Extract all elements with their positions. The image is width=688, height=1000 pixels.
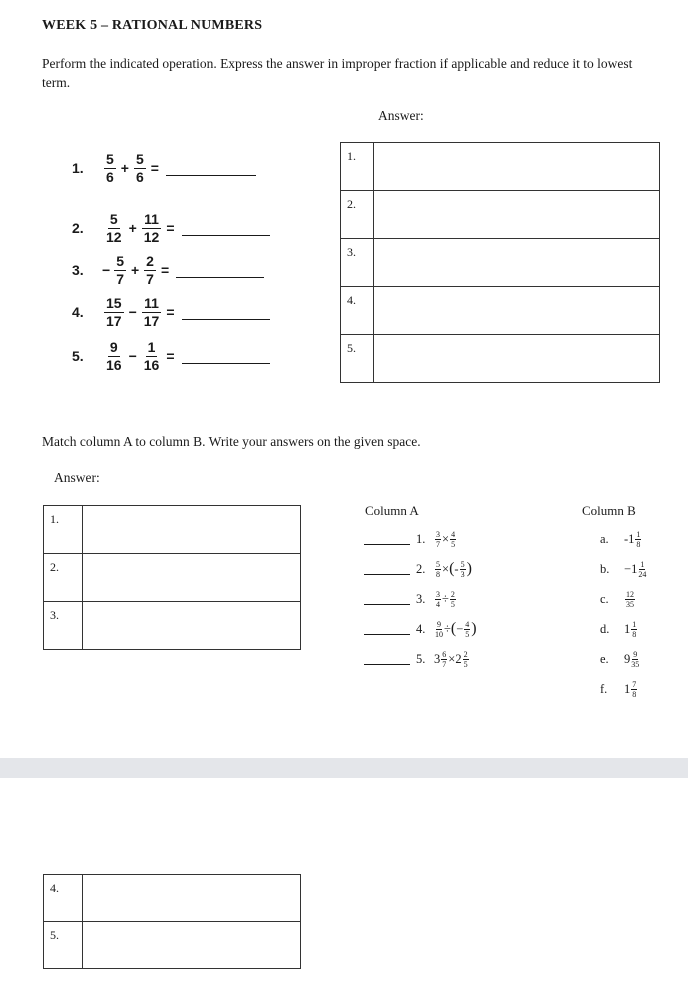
item-number: 4. [416, 621, 426, 636]
fraction-a [104, 151, 116, 186]
numerator: 7 [632, 679, 637, 689]
problem-list [72, 146, 270, 378]
problem-5 [72, 334, 270, 378]
numerator: 1 [640, 559, 645, 569]
fraction [450, 590, 456, 609]
problem-number: 5. [72, 348, 84, 364]
numerator: 4 [451, 529, 456, 539]
numerator: 11 [144, 294, 159, 311]
column-b [600, 524, 647, 704]
problem-3 [72, 250, 270, 290]
fraction-a [114, 253, 126, 288]
denominator: 7 [146, 270, 154, 287]
denominator: 35 [626, 599, 634, 609]
fraction [625, 590, 635, 609]
item-letter: d. [600, 621, 610, 636]
sign: - [624, 531, 629, 546]
fraction [631, 680, 637, 699]
match-blank[interactable] [364, 534, 410, 545]
match-blank[interactable] [364, 654, 410, 665]
denominator: 5 [451, 539, 456, 549]
open-paren: ( [450, 620, 457, 637]
numerator: 9 [633, 649, 638, 659]
operator: − [128, 348, 137, 364]
column-a-item [364, 644, 477, 674]
column-a [364, 524, 477, 674]
numerator: 2 [146, 252, 154, 269]
answer-table-match-top [43, 505, 301, 650]
equals: = [166, 220, 175, 236]
numerator: 9 [437, 619, 441, 629]
numerator: 1 [147, 338, 156, 355]
numerator: 4 [465, 619, 470, 629]
item-letter: a. [600, 531, 609, 546]
negative-sign: − [456, 621, 464, 636]
problem-number: 2. [72, 220, 84, 236]
answer-cell[interactable] [374, 287, 660, 335]
numerator: 2 [450, 589, 455, 599]
item-number: 3. [416, 591, 426, 606]
fraction [635, 530, 641, 549]
column-b-title: Column B [582, 503, 636, 518]
numerator: 5 [436, 559, 440, 569]
column-a-item [364, 554, 477, 584]
operator: × [448, 651, 456, 666]
close-paren: ) [471, 620, 477, 637]
answer-blank[interactable] [182, 305, 270, 320]
row-number: 1. [44, 506, 83, 554]
denominator: 8 [632, 629, 637, 639]
denominator: 6 [106, 168, 114, 185]
denominator: 17 [143, 312, 160, 329]
row-number: 1. [341, 143, 374, 191]
fraction-a [104, 211, 124, 246]
row-number: 2. [44, 554, 83, 602]
denominator: 16 [143, 356, 160, 373]
equals: = [160, 262, 170, 278]
match-blank[interactable] [364, 594, 410, 605]
column-a-item [364, 524, 477, 554]
fraction [435, 620, 443, 639]
equals: = [166, 348, 175, 364]
column-b-item [600, 644, 647, 674]
denominator: 5 [450, 599, 455, 609]
column-b-item [600, 674, 647, 704]
numerator: 15 [106, 294, 122, 311]
denominator: 8 [436, 569, 440, 579]
item-letter: c. [600, 591, 609, 606]
numerator: 1 [632, 619, 637, 629]
answer-blank[interactable] [176, 263, 264, 278]
numerator: 1 [636, 529, 641, 539]
numerator: 5 [460, 559, 465, 569]
denominator: 8 [632, 689, 637, 699]
answer-cell[interactable] [83, 922, 301, 969]
column-b-item [600, 614, 647, 644]
numerator: 11 [144, 210, 159, 227]
fraction [441, 650, 447, 669]
denominator: 7 [442, 659, 447, 669]
match-blank[interactable] [364, 564, 410, 575]
answer-cell[interactable] [374, 239, 660, 287]
problem-1 [72, 146, 270, 190]
numerator: 12 [626, 589, 634, 599]
denominator: 7 [436, 539, 440, 549]
numerator: 5 [106, 150, 114, 167]
answer-cell[interactable] [374, 191, 660, 239]
row-number: 4. [341, 287, 374, 335]
fraction-b [144, 253, 156, 288]
fraction-b [134, 151, 146, 186]
denominator: 3 [460, 569, 465, 579]
operator: + [130, 262, 140, 278]
fraction [631, 620, 637, 639]
item-number: 2. [416, 561, 426, 576]
answer-table-operations [340, 142, 660, 383]
operator: ÷ [444, 621, 451, 636]
whole-number: 1 [631, 561, 638, 576]
row-number: 5. [341, 335, 374, 383]
fraction-a [104, 295, 124, 330]
item-letter: e. [600, 651, 609, 666]
whole-number: 3 [434, 651, 441, 666]
problem-4 [72, 290, 270, 334]
instructions: Perform the indicated operation. Express the answer in improper fraction if applicable and reduce it to lowest term. [42, 56, 633, 90]
answer-cell[interactable] [374, 335, 660, 383]
item-number: 1. [416, 531, 426, 546]
answer-cell[interactable] [83, 875, 301, 922]
page-title: WEEK 5 – RATIONAL NUMBERS [42, 18, 263, 33]
denominator: 4 [436, 599, 440, 609]
negative-sign: − [102, 262, 111, 278]
match-blank[interactable] [364, 624, 410, 635]
answer-label: Answer: [378, 108, 424, 123]
denominator: 24 [638, 569, 647, 579]
row-number: 2. [341, 191, 374, 239]
sign: − [624, 561, 632, 576]
fraction-b [142, 211, 162, 246]
denominator: 16 [106, 356, 122, 373]
match-answer-label: Answer: [54, 470, 100, 485]
answer-cell[interactable] [83, 506, 301, 554]
denominator: 12 [143, 228, 160, 245]
fraction [435, 560, 441, 579]
numerator: 6 [442, 649, 447, 659]
operator: ÷ [442, 591, 449, 606]
operator: + [128, 220, 137, 236]
fraction [450, 530, 456, 549]
close-paren: ) [466, 560, 472, 577]
numerator: 5 [109, 210, 118, 227]
operator: × [442, 531, 450, 546]
item-number: 5. [416, 651, 426, 666]
whole-number: 9 [624, 651, 631, 666]
column-a-title: Column A [365, 503, 419, 518]
fraction [638, 560, 646, 579]
column-a-item [364, 614, 477, 644]
denominator: 6 [135, 168, 144, 185]
operator: + [120, 160, 129, 176]
answer-cell[interactable] [83, 602, 301, 650]
fraction-b [142, 295, 162, 330]
numerator: 2 [463, 649, 468, 659]
fraction [463, 650, 469, 669]
row-number: 3. [44, 602, 83, 650]
answer-cell[interactable] [374, 143, 660, 191]
fraction [435, 590, 441, 609]
whole-number: 1 [624, 681, 631, 696]
answer-table-match-bottom [43, 874, 301, 969]
match-instructions: Match column A to column B. Write your answers on the given space. [42, 434, 421, 449]
whole-number: 2 [455, 651, 462, 666]
open-paren: ( [449, 560, 455, 577]
denominator: 7 [116, 270, 124, 287]
numerator: 5 [135, 150, 144, 167]
numerator: 9 [109, 338, 118, 355]
item-letter: b. [600, 561, 610, 576]
problem-number: 1. [72, 160, 84, 176]
denominator: 17 [106, 312, 122, 329]
answer-cell[interactable] [83, 554, 301, 602]
denominator: 8 [636, 539, 641, 549]
fraction [464, 620, 470, 639]
problem-2 [72, 206, 270, 250]
column-b-item [600, 584, 647, 614]
page-divider [0, 758, 688, 778]
numerator: 3 [436, 589, 440, 599]
problem-number: 4. [72, 304, 84, 320]
answer-blank[interactable] [182, 221, 270, 236]
equals: = [166, 304, 175, 320]
column-a-item [364, 584, 477, 614]
denominator: 5 [463, 659, 468, 669]
negative-sign: - [454, 561, 459, 576]
answer-blank[interactable] [182, 349, 270, 364]
problem-number: 3. [72, 262, 84, 278]
denominator: 5 [465, 629, 470, 639]
denominator: 10 [435, 629, 443, 639]
fraction-a [104, 339, 124, 374]
denominator: 35 [631, 659, 640, 669]
fraction-b [142, 339, 162, 374]
whole-number: 1 [628, 531, 635, 546]
fraction [435, 530, 441, 549]
row-number: 4. [44, 875, 83, 922]
operator: − [128, 304, 137, 320]
answer-blank[interactable] [166, 161, 256, 176]
denominator: 12 [106, 228, 122, 245]
column-b-item [600, 524, 647, 554]
row-number: 5. [44, 922, 83, 969]
equals: = [150, 160, 159, 176]
whole-number: 1 [624, 621, 631, 636]
operator: × [442, 561, 450, 576]
item-letter: f. [600, 681, 608, 696]
fraction [631, 650, 639, 669]
row-number: 3. [341, 239, 374, 287]
column-b-item [600, 554, 647, 584]
numerator: 3 [436, 529, 440, 539]
fraction [460, 560, 466, 579]
numerator: 5 [116, 252, 124, 269]
